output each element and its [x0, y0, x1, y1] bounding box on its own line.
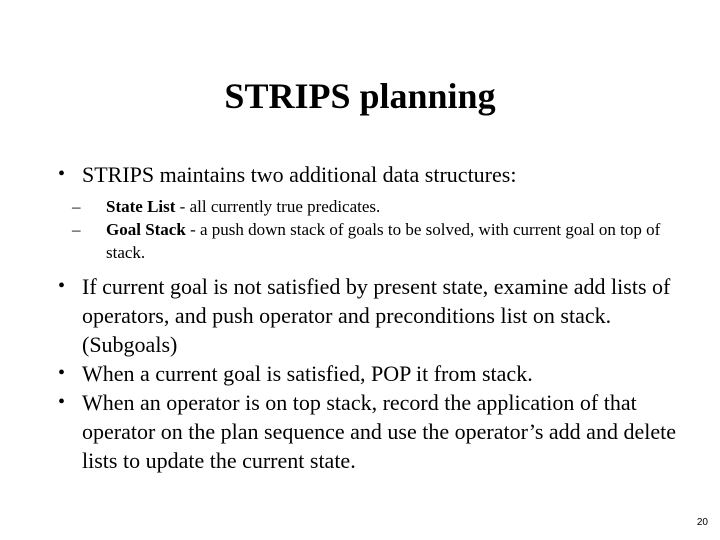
slide-body	[58, 160, 678, 475]
sub-item-term: State List	[106, 197, 176, 216]
sub-item	[58, 195, 678, 218]
sub-item	[58, 218, 678, 264]
sub-item-text: - all currently true predicates.	[175, 197, 381, 216]
sub-item-text: - a push down stack of goals to be solved, with current goal on top of stack.	[106, 220, 661, 262]
bullet-marker: •	[58, 391, 66, 413]
bullet-text: If current goal is not satisfied by present state, examine add lists of operators, and push operator and preconditions list on stack. (Subgoals)	[82, 274, 671, 357]
slide-title: STRIPS planning	[224, 76, 496, 116]
sub-item-term: Goal Stack	[106, 220, 186, 239]
bullet-marker: •	[58, 275, 66, 297]
sub-list	[58, 195, 678, 264]
bullet-item	[58, 359, 678, 388]
sub-marker: –	[72, 220, 81, 239]
bullet-marker: •	[58, 163, 66, 185]
page-number: 20	[696, 517, 708, 528]
bullet-item	[58, 388, 678, 475]
bullet-text: When an operator is on top stack, record the application of that operator on the plan sequence and use the operator’s add and delete lists to update the current state.	[82, 390, 676, 473]
bullet-item	[58, 272, 678, 359]
bullet-item	[58, 160, 678, 189]
sub-marker: –	[72, 197, 81, 216]
bullet-text: STRIPS maintains two additional data structures:	[82, 162, 517, 187]
bullet-marker: •	[58, 362, 66, 384]
bullet-text: When a current goal is satisfied, POP it from stack.	[82, 361, 533, 386]
